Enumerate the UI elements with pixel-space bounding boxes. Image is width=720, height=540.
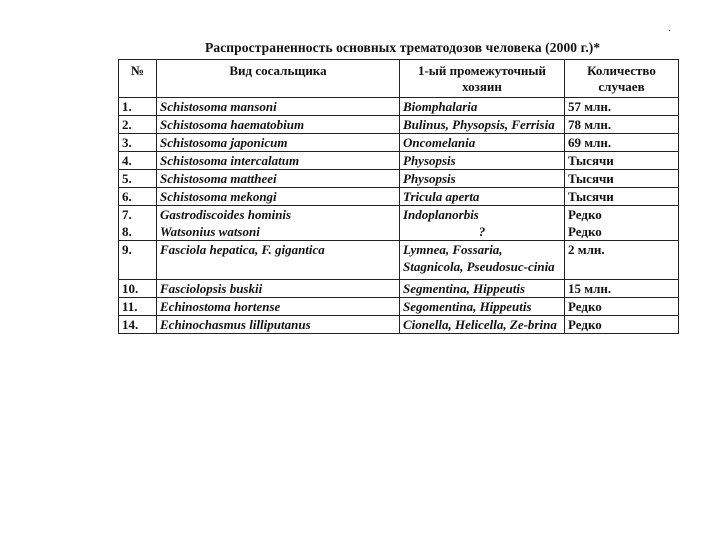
corner-mark: · [668, 26, 672, 37]
table-row [119, 116, 679, 134]
row-cases: Тысячи [565, 152, 679, 170]
row-species: Watsonius watsoni [160, 224, 260, 239]
trematodes-table [118, 59, 679, 334]
row-number: 7. [122, 207, 132, 222]
table-row [119, 170, 679, 188]
table-title: Распространенность основных трематодозов человека (2000 г.)* [205, 40, 601, 55]
row-number: 6. [119, 188, 157, 206]
row-number: 3. [119, 134, 157, 152]
row-cases: Редко [568, 207, 602, 222]
table-row [119, 188, 679, 206]
row-species-pair [157, 206, 400, 241]
row-species: Echinostoma hortense [157, 298, 400, 316]
row-cases: 78 млн. [565, 116, 679, 134]
row-cases: Редко [565, 316, 679, 334]
table-row-merged [119, 206, 679, 241]
table-row [119, 298, 679, 316]
row-species: Schistosoma haematobium [157, 116, 400, 134]
row-cases-pair [565, 206, 679, 241]
row-host: Tricula aperta [400, 188, 565, 206]
row-number-pair [119, 206, 157, 241]
table-header-row [119, 60, 679, 98]
row-host: Physopsis [400, 170, 565, 188]
row-cases: 69 млн. [565, 134, 679, 152]
header-cases [565, 60, 679, 98]
row-cases: Тысячи [565, 170, 679, 188]
header-number: № [119, 60, 157, 98]
row-host: Segomentina, Hippeutis [400, 298, 565, 316]
table-row [119, 134, 679, 152]
table-row [119, 98, 679, 116]
row-number: 8. [122, 224, 132, 239]
row-species: Schistosoma intercalatum [157, 152, 400, 170]
row-species: Fasciola hepatica, F. gigantica [157, 241, 400, 280]
header-host-text: 1-ый промежуточный хозяин [417, 63, 547, 94]
row-number: 11. [119, 298, 157, 316]
row-host-pair [400, 206, 565, 241]
row-host: Indoplanorbis [403, 207, 479, 222]
row-host: Lymnea, Fossaria, Stagnicola, Pseudosuc-cinia [400, 241, 565, 280]
row-species: Fasciolopsis buskii [157, 280, 400, 298]
row-host: Oncomelania [400, 134, 565, 152]
row-species: Schistosoma japonicum [157, 134, 400, 152]
header-species: Вид сосальщика [157, 60, 400, 98]
row-cases: Редко [565, 298, 679, 316]
row-species: Echinochasmus lilliputanus [157, 316, 400, 334]
row-cases: Редко [568, 224, 602, 239]
row-number: 2. [119, 116, 157, 134]
row-host: Segmentina, Hippeutis [400, 280, 565, 298]
row-cases: 2 млн. [565, 241, 679, 280]
row-number: 9. [119, 241, 157, 280]
row-species: Gastrodiscoides hominis [160, 207, 292, 222]
row-number: 14. [119, 316, 157, 334]
row-host: Cionella, Helicella, Ze-brina [400, 316, 565, 334]
row-species: Schistosoma mekongi [157, 188, 400, 206]
header-cases-text: Количество случаев [587, 63, 656, 94]
row-cases: 15 млн. [565, 280, 679, 298]
table-row [119, 241, 679, 280]
row-host: Biomphalaria [400, 98, 565, 116]
table-row [119, 280, 679, 298]
header-host [400, 60, 565, 98]
row-number: 1. [119, 98, 157, 116]
table-row [119, 152, 679, 170]
row-number: 10. [119, 280, 157, 298]
row-species: Schistosoma mattheei [157, 170, 400, 188]
row-number: 5. [119, 170, 157, 188]
table-row [119, 316, 679, 334]
row-host: Physopsis [400, 152, 565, 170]
row-number: 4. [119, 152, 157, 170]
row-species: Schistosoma mansoni [157, 98, 400, 116]
row-host: Bulinus, Physopsis, Ferrisia [400, 116, 565, 134]
row-cases: 57 млн. [565, 98, 679, 116]
row-cases: Тысячи [565, 188, 679, 206]
row-host: ? [478, 224, 486, 239]
